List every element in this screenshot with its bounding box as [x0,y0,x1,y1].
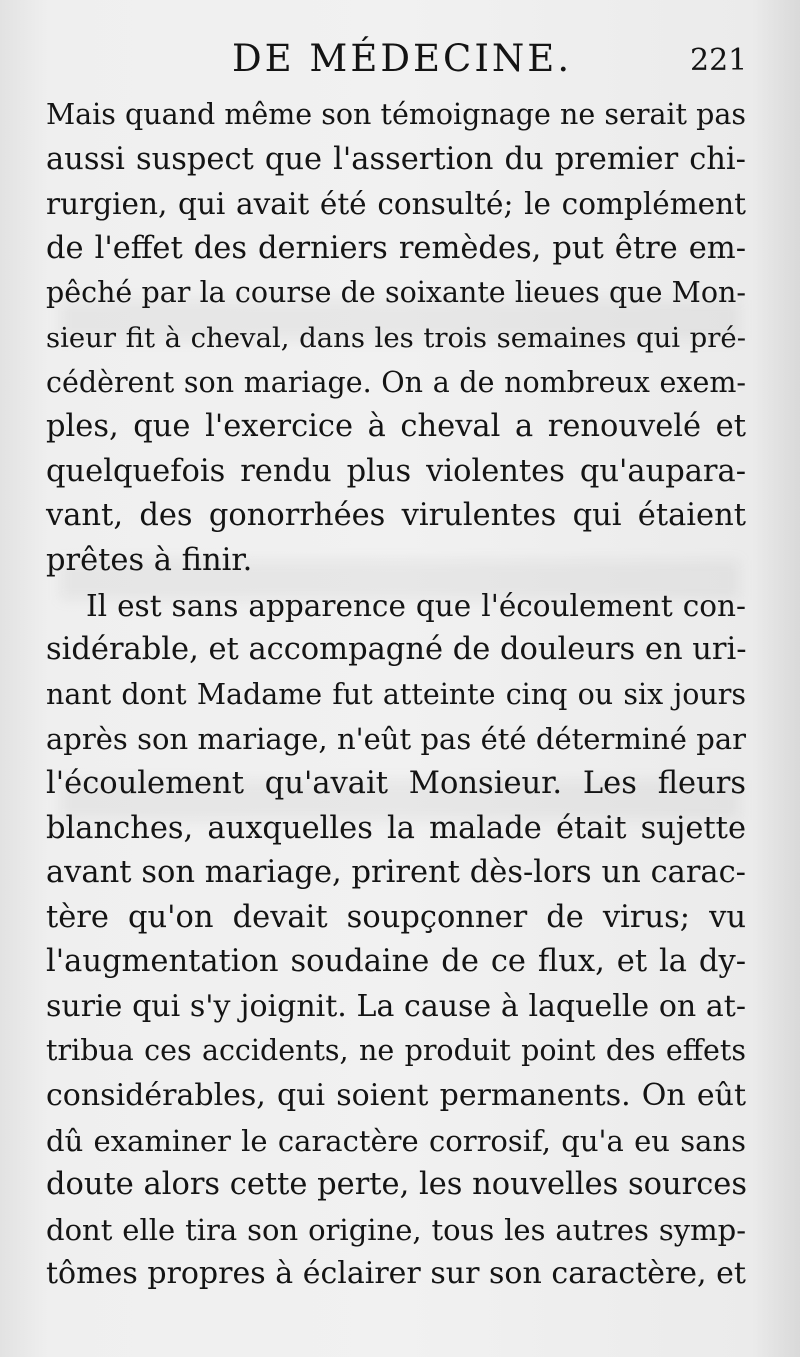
text-line: sidérable, et accompagné de douleurs en uri- [46,632,747,668]
text-line: quelquefois rendu plus violentes qu'aupara- [46,453,746,489]
paragraph [46,93,746,584]
text-line: prêtes à finir. [46,542,253,578]
text-line: aussi suspect que l'assertion du premier chi- [46,141,746,177]
running-head: DE MÉDECINE. [232,37,573,80]
text-line: ples, que l'exercice à cheval a renouvelé et [46,409,746,445]
text-line: doute alors cette perte, les nouvelles sources [46,1167,748,1203]
paragraph [46,584,746,1298]
text-line: blanches, auxquelles la malade était sujette [46,810,746,846]
text-line: rurgien, qui avait été consulté; le complément [46,187,746,222]
text-line: vant, des gonorrhées virulentes qui étaient [46,498,746,534]
page-number: 221 [690,43,748,78]
text-line: l'augmentation soudaine de ce flux, et la dy- [46,944,746,980]
text-line: sieur fit à cheval, dans les trois semaines qui pré- [46,321,746,354]
text-line: dû examiner le caractère corrosif, qu'a eu sans [46,1123,746,1158]
text-line: cédèrent son mariage. On a de nombreux exem- [46,365,746,399]
text-line: Il est sans apparence que l'écoulement con- [86,588,746,623]
text-line: considérables, qui soient permanents. On eût [46,1078,746,1114]
text-line: tômes propres à éclairer sur son caractère, et [46,1256,746,1292]
body-text [46,93,746,1297]
text-line: pêché par la course de soixante lieues que Mon- [46,276,746,310]
page-header [0,34,800,84]
text-line: tère qu'on devait soupçonner de virus; vu [46,899,746,935]
text-line: nant dont Madame fut atteinte cinq ou six jours [46,677,746,711]
text-line: dont elle tira son origine, tous les autres symp- [46,1212,746,1247]
text-line: tribua ces accidents, ne produit point des effets [46,1034,746,1068]
text-line: avant son mariage, prirent dès-lors un carac- [46,855,746,891]
text-line: Mais quand même son témoignage ne serait pas [46,98,746,131]
text-line: surie qui s'y joignit. La cause à laquelle on at- [46,988,746,1024]
text-line: après son mariage, n'eût pas été déterminé par [46,722,746,757]
text-line: de l'effet des derniers remèdes, put être em- [46,230,746,266]
text-line: l'écoulement qu'avait Monsieur. Les fleurs [46,765,746,801]
